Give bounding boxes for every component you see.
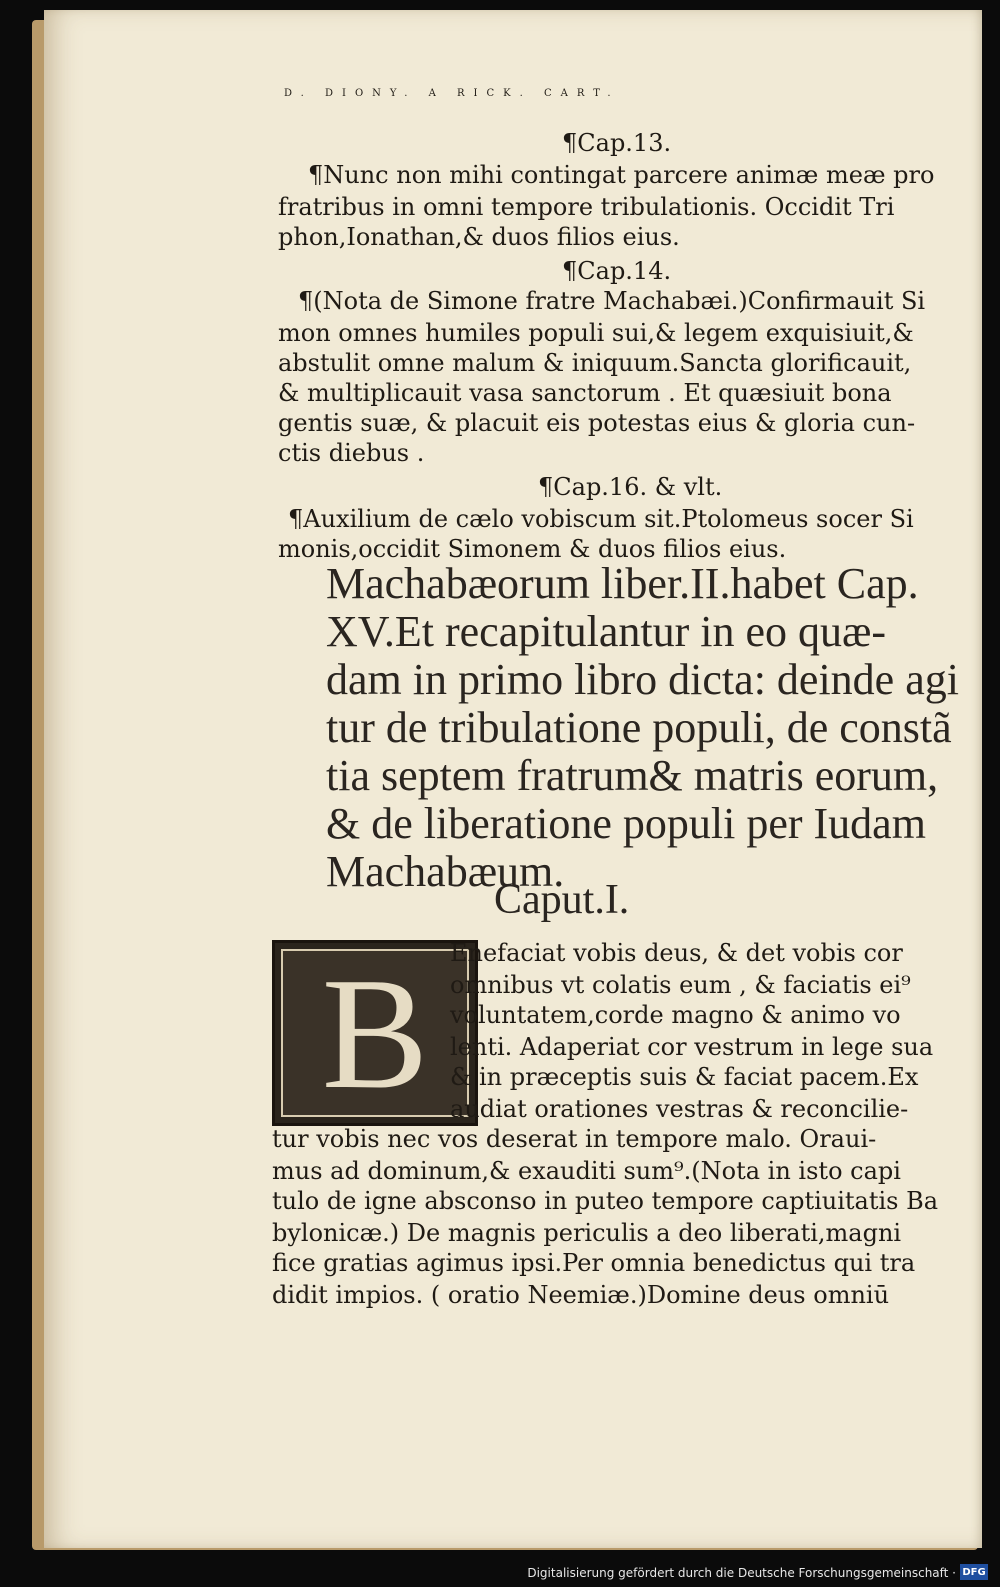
dfg-logo: DFG xyxy=(960,1564,988,1580)
text-line: voluntatem,corde magno & animo vo xyxy=(450,1001,901,1029)
text-line: lenti. Adaperiat cor vestrum in lege sua xyxy=(450,1033,934,1061)
decorated-initial xyxy=(272,940,478,1126)
text-line: fice gratias agimus ipsi.Per omnia benedictus qui tra xyxy=(272,1249,916,1277)
text-line: audiat orationes vestras & reconcilie- xyxy=(450,1095,909,1123)
text-line: omnibus vt colatis eum , & faciatis ei⁹ xyxy=(450,971,911,999)
text-line: ¶Auxilium de cælo vobiscum sit.Ptolomeus socer Si xyxy=(288,505,914,533)
book-heading-line: XV.Et recapitulantur in eo quæ- xyxy=(326,607,887,656)
text-line: monis,occidit Simonem & duos filios eius. xyxy=(278,535,787,563)
text-line: tur vobis nec vos deserat in tempore malo. Oraui- xyxy=(272,1125,877,1153)
text-line: Enefaciat vobis deus, & det vobis cor xyxy=(450,939,903,967)
caput-heading: Caput.I. xyxy=(494,877,630,923)
text-line: gentis suæ, & placuit eis potestas eius & gloria cun- xyxy=(278,409,916,437)
footer-bar xyxy=(0,1554,1000,1587)
text-line: fratribus in omni tempore tribulationis. Occidit Tri xyxy=(278,193,895,221)
text-line: ctis diebus . xyxy=(278,439,425,467)
book-heading-line: Machabæum. xyxy=(326,847,565,896)
running-title: D. DIONY. A RICK. CART. xyxy=(284,88,620,99)
text-line: phon,Ionathan,& duos filios eius. xyxy=(278,223,680,251)
text-line: ¶Nunc non mihi contingat parcere animæ meæ pro xyxy=(308,161,935,189)
text-line: mon omnes humiles populi sui,& legem exquisiuit,& xyxy=(278,319,914,347)
book-heading-line: Machabæorum liber.II.habet Cap. xyxy=(326,559,919,608)
book-heading-line: tur de tribulatione populi, de constã xyxy=(326,703,952,752)
text-line: tulo de igne absconso in puteo tempore captiuitatis Ba xyxy=(272,1187,939,1215)
initial-letter: B xyxy=(281,949,469,1117)
text-line: mus ad dominum,& exauditi sum⁹.(Nota in isto capi xyxy=(272,1157,901,1185)
book-heading-line: & de liberatione populi per Iudam xyxy=(326,799,926,848)
text-line: abstulit omne malum & iniquum.Sancta glorificauit, xyxy=(278,349,912,377)
text-line: & multiplicauit vasa sanctorum . Et quæsiuit bona xyxy=(278,379,892,407)
text-line: & in præceptis suis & faciat pacem.Ex xyxy=(450,1063,919,1091)
chapter-heading-13: ¶Cap.13. xyxy=(562,129,672,157)
text-line: bylonicæ.) De magnis periculis a deo liberati,magni xyxy=(272,1219,902,1247)
chapter-heading-16: ¶Cap.16. & vlt. xyxy=(538,473,723,501)
text-line: ¶(Nota de Simone fratre Machabæi.)Confirmauit Si xyxy=(298,287,926,315)
book-heading-line: tia septem fratrum& matris eorum, xyxy=(326,751,939,800)
chapter-heading-14: ¶Cap.14. xyxy=(562,257,672,285)
footer-credit: Digitalisierung gefördert durch die Deutsche Forschungsgemeinschaft · xyxy=(527,1566,956,1580)
text-line: didit impios. ( oratio Neemiæ.)Domine deus omniū xyxy=(272,1281,890,1309)
book-heading-line: dam in primo libro dicta: deinde agi xyxy=(326,655,959,704)
book-page xyxy=(44,10,982,1548)
